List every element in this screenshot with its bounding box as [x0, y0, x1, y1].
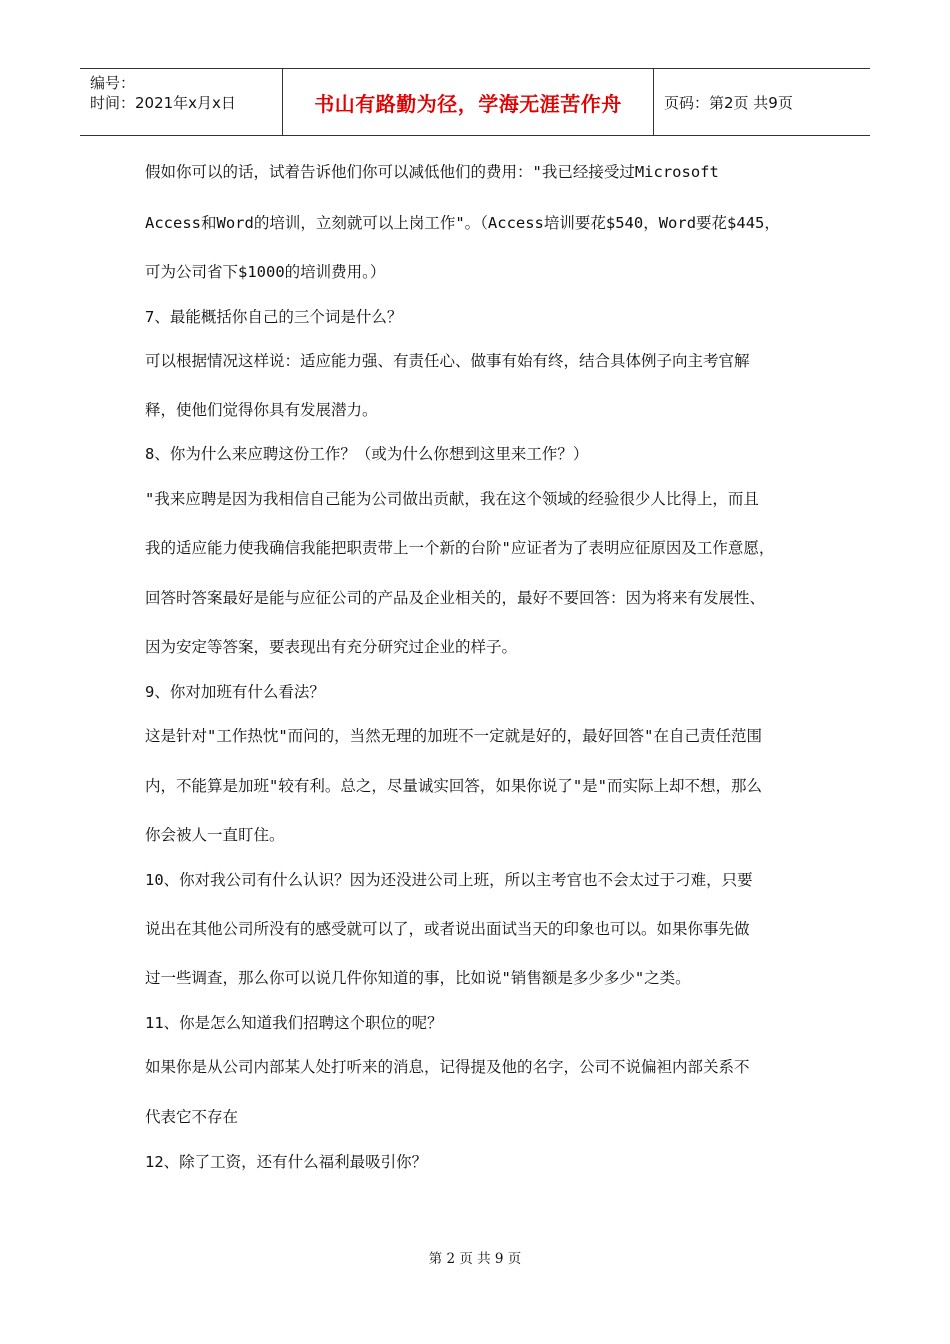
header-motto-cell — [282, 69, 654, 135]
document-header — [80, 68, 870, 136]
page-footer — [0, 1247, 950, 1267]
text-line: 可为公司省下$1000的培训费用。） — [145, 263, 386, 281]
text-line: "我来应聘是因为我相信自己能为公司做出贡献，我在这个领域的经验很少人比得上，而且 — [145, 490, 759, 508]
question-heading: 8、你为什么来应聘这份工作？（或为什么你想到这里来工作？） — [145, 445, 589, 463]
header-page-cell — [654, 69, 870, 135]
question-heading: 10、你对我公司有什么认识？因为还没进公司上班，所以主考官也不会太过于刁难，只要 — [145, 871, 753, 889]
question-heading: 11、你是怎么知道我们招聘这个职位的呢？ — [145, 1014, 443, 1032]
text-line: 释，使他们觉得你具有发展潜力。 — [145, 401, 378, 419]
question-heading: 12、除了工资，还有什么福利最吸引你？ — [145, 1153, 428, 1171]
question-heading: 7、最能概括你自己的三个词是什么？ — [145, 308, 403, 326]
text-line: 这是针对"工作热忱"而问的，当然无理的加班不一定就是好的，最好回答"在自己责任范围 — [145, 727, 762, 745]
text-line: 说出在其他公司所没有的感受就可以了，或者说出面试当天的印象也可以。如果你事先做 — [145, 920, 750, 938]
text-line: 我的适应能力使我确信我能把职责带上一个新的台阶"应证者为了表明应征原因及工作意愿， — [145, 539, 775, 557]
text-line: 过一些调查，那么你可以说几件你知道的事，比如说"销售额是多少多少"之类。 — [145, 969, 691, 987]
number-label: 编号： — [90, 74, 136, 92]
question-heading: 9、你对加班有什么看法？ — [145, 683, 325, 701]
text-line: 代表它不存在 — [145, 1108, 239, 1126]
text-line: Access和Word的培训，立刻就可以上岗工作"。（Access培训要花$540，Word要花$445， — [145, 214, 780, 232]
text-line: 如果你是从公司内部某人处打听来的消息，记得提及他的名字，公司不说偏袒内部关系不 — [145, 1058, 750, 1076]
footer-page-number: 第 2 页 共 9 页 — [428, 1251, 522, 1267]
date-label: 时间：2021年x月x日 — [90, 94, 236, 112]
motto-text: 书山有路勤为径，学海无涯苦作舟 — [314, 91, 622, 116]
header-meta — [80, 69, 282, 135]
text-line: 假如你可以的话，试着告诉他们你可以减低他们的费用："我已经接受过Microsoft — [145, 163, 719, 181]
text-line: 你会被人一直盯住。 — [145, 826, 285, 844]
text-line: 因为安定等答案，要表现出有充分研究过企业的样子。 — [145, 638, 518, 656]
text-line: 可以根据情况这样说：适应能力强、有责任心、做事有始有终，结合具体例子向主考官解 — [145, 352, 750, 370]
text-line: 内，不能算是加班"较有利。总之，尽量诚实回答，如果你说了"是"而实际上却不想，那么 — [145, 777, 762, 795]
page-label: 页码：第2页 共9页 — [664, 93, 793, 112]
text-line: 回答时答案最好是能与应征公司的产品及企业相关的，最好不要回答：因为将来有发展性、 — [145, 589, 766, 607]
